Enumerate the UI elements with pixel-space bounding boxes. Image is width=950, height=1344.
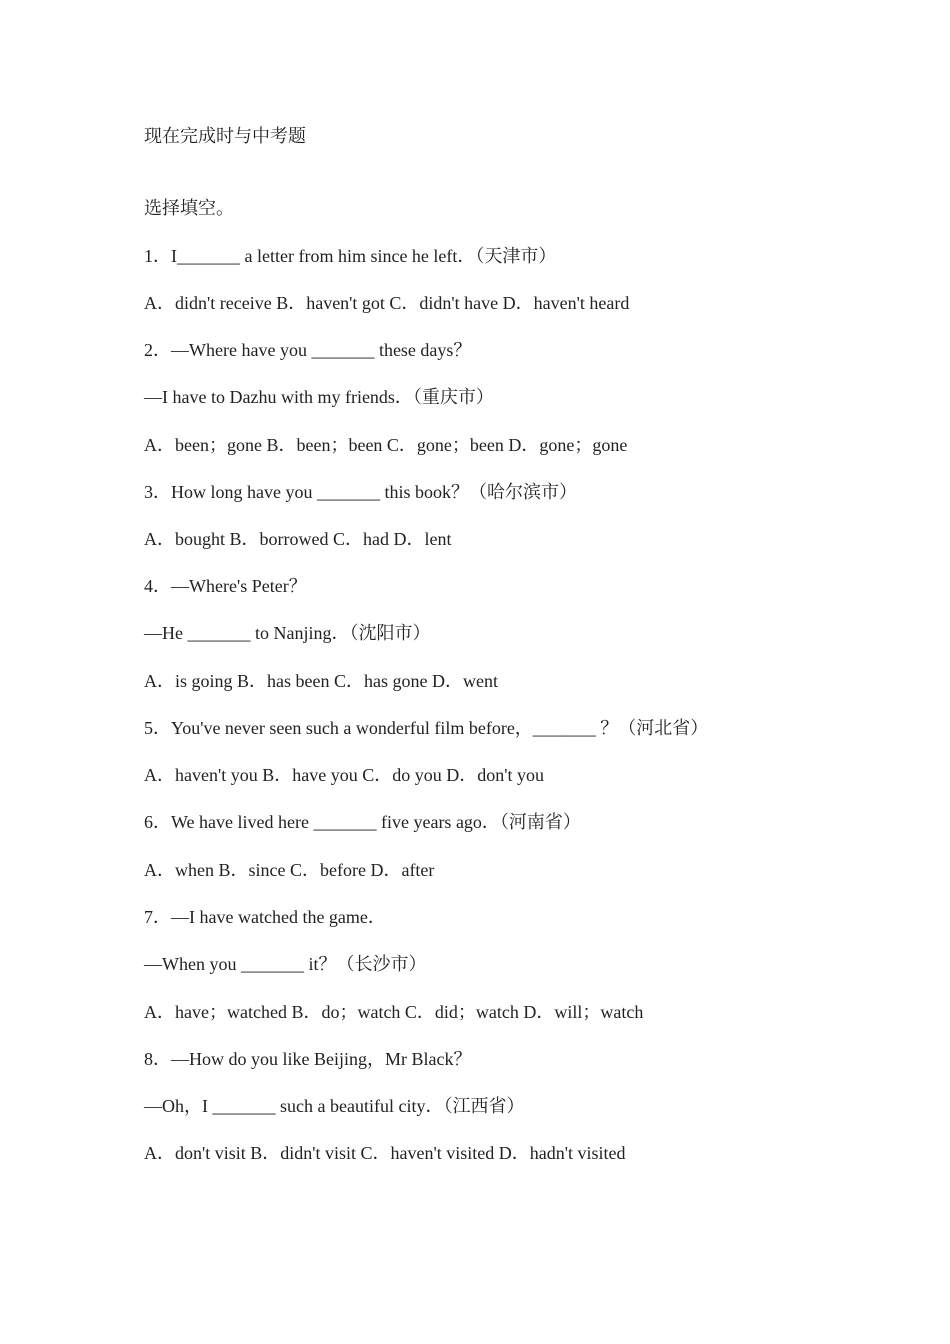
question-1-options: A．didn't receive B．haven't got C．didn't have D．haven't heard: [144, 293, 630, 313]
instruction-text: 选择填空。: [144, 198, 234, 218]
question-6-options: A．when B．since C．before D．after: [144, 860, 435, 880]
question-6: 6．We have lived here _______ five years ago．（河南省）: [144, 812, 581, 832]
question-7-options: A．have；watched B．do；watch C．did；watch D．will；watch: [144, 1002, 644, 1022]
question-3: 3．How long have you _______ this book？（哈尔滨市）: [144, 482, 577, 502]
question-4-reply: —He _______ to Nanjing．（沈阳市）: [144, 623, 431, 643]
question-5-options: A．haven't you B．have you C．do you D．don't you: [144, 765, 544, 785]
question-7: 7．—I have watched the game．: [144, 907, 386, 927]
question-8-reply: —Oh，I _______ such a beautiful city．（江西省）: [144, 1096, 525, 1116]
question-8: 8．—How do you like Beijing，Mr Black？: [144, 1049, 472, 1069]
question-1: 1．I_______ a letter from him since he left．（天津市）: [144, 246, 557, 266]
question-3-options: A．bought B．borrowed C．had D．lent: [144, 529, 452, 549]
question-7-reply: —When you _______ it？（长沙市）: [144, 954, 427, 974]
question-2-reply: —I have to Dazhu with my friends．（重庆市）: [144, 387, 494, 407]
question-8-options: A．don't visit B．didn't visit C．haven't visited D．hadn't visited: [144, 1143, 626, 1163]
question-2: 2．—Where have you _______ these days？: [144, 340, 472, 360]
question-2-options: A．been；gone B．been；been C．gone；been D．gone；gone: [144, 435, 628, 455]
question-4: 4．—Where's Peter？: [144, 576, 307, 596]
document-title: 现在完成时与中考题: [144, 126, 306, 146]
question-4-options: A．is going B．has been C．has gone D．went: [144, 671, 498, 691]
question-5: 5．You've never seen such a wonderful film before，_______ ？（河北省）: [144, 718, 709, 738]
